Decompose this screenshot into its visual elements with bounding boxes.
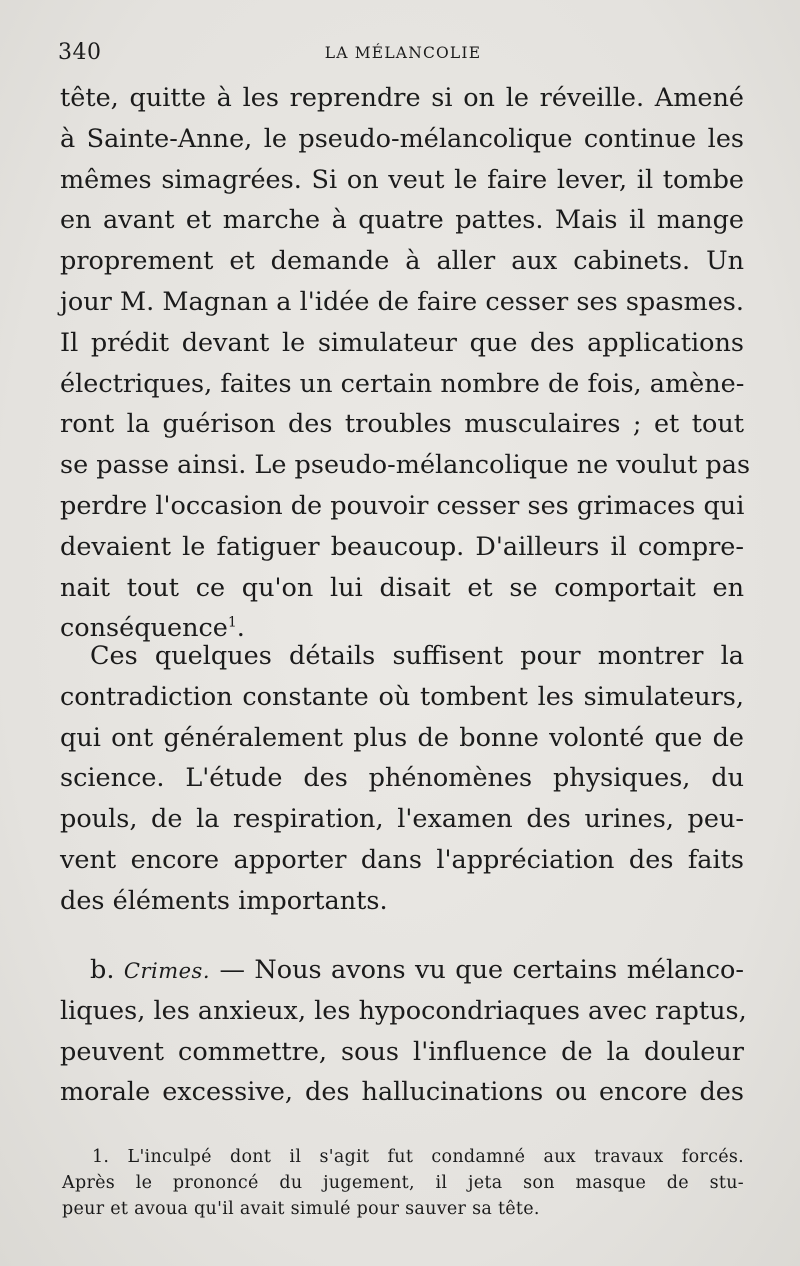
footnote-line: 1. L'inculpé dont il s'agit fut condamné aux travaux forcés. [92,1147,744,1167]
footnote-line: Après le prononcé du jugement, il jeta son masque de stu- [62,1173,744,1193]
text-line: tête, quitte à les reprendre si on le réveille. Amené [60,83,744,113]
section-letter: b. [90,955,124,985]
text-fragment: . [236,613,245,644]
text-line [60,950,744,991]
section-heading: Crimes. [123,959,211,983]
footnote [62,1144,744,1222]
running-title: LA MÉLANCOLIE [324,44,482,62]
text-line: contradiction constante où tombent les simulateurs, [60,681,744,712]
paragraph-details [60,636,744,922]
text-line: morale excessive, des hallucinations ou encore des [60,1077,744,1108]
page-header [58,40,748,70]
footnote-line: peur et avoua qu'il avait simulé pour sauver sa tête. [62,1199,540,1219]
text-line: jour M. Magnan a l'idée de faire cesser ses spasmes. [60,286,744,317]
text-line: proprement et demande à aller aux cabinets. Un [60,246,744,277]
text-line: mêmes simagrées. Si on veut le faire lever, il tombe [60,164,744,195]
text-line: des éléments importants. [60,885,388,916]
text-line: à Sainte-Anne, le pseudo-mélancolique continue les [60,123,744,154]
text-line: se passe ainsi. Le pseudo-mélancolique ne voulut pas [60,450,751,481]
text-line: perdre l'occasion de pouvoir cesser ses grimaces qui [60,490,745,521]
text-line: qui ont généralement plus de bonne volonté que de [60,722,744,753]
text-line: liques, les anxieux, les hypocondriaques avec raptus, [60,995,747,1026]
text-line: pouls, de la respiration, l'examen des urines, peu- [60,804,744,835]
text-line: Ces quelques détails suffisent pour montrer la [90,641,744,671]
text-line: devaient le fatiguer beaucoup. D'ailleurs il compre- [60,531,744,562]
text-line: électriques, faites un certain nombre de fois, amène- [60,368,745,399]
text-line: nait tout ce qu'on lui disait et se comportait en [60,572,744,603]
text-line: Il prédit devant le simulateur que des applications [60,327,744,358]
text-fragment: — Nous avons vu que certains mélanco- [210,955,744,985]
text-line: peuvent commettre, sous l'influence de la douleur [60,1036,744,1067]
text-line: vent encore apporter dans l'appréciation des faits [60,844,744,875]
page-number: 340 [58,40,102,65]
paragraph-continuation [60,78,751,649]
footnote-reference: 1 [227,614,237,631]
text-line: science. L'étude des phénomènes physiques, du [60,763,744,794]
text-line: ront la guérison des troubles musculaires ; et tout [60,409,744,440]
text-line: en avant et marche à quatre pattes. Mais il mange [60,205,744,236]
paragraph-crimes [60,950,747,1113]
text-fragment: conséquence [60,613,228,644]
